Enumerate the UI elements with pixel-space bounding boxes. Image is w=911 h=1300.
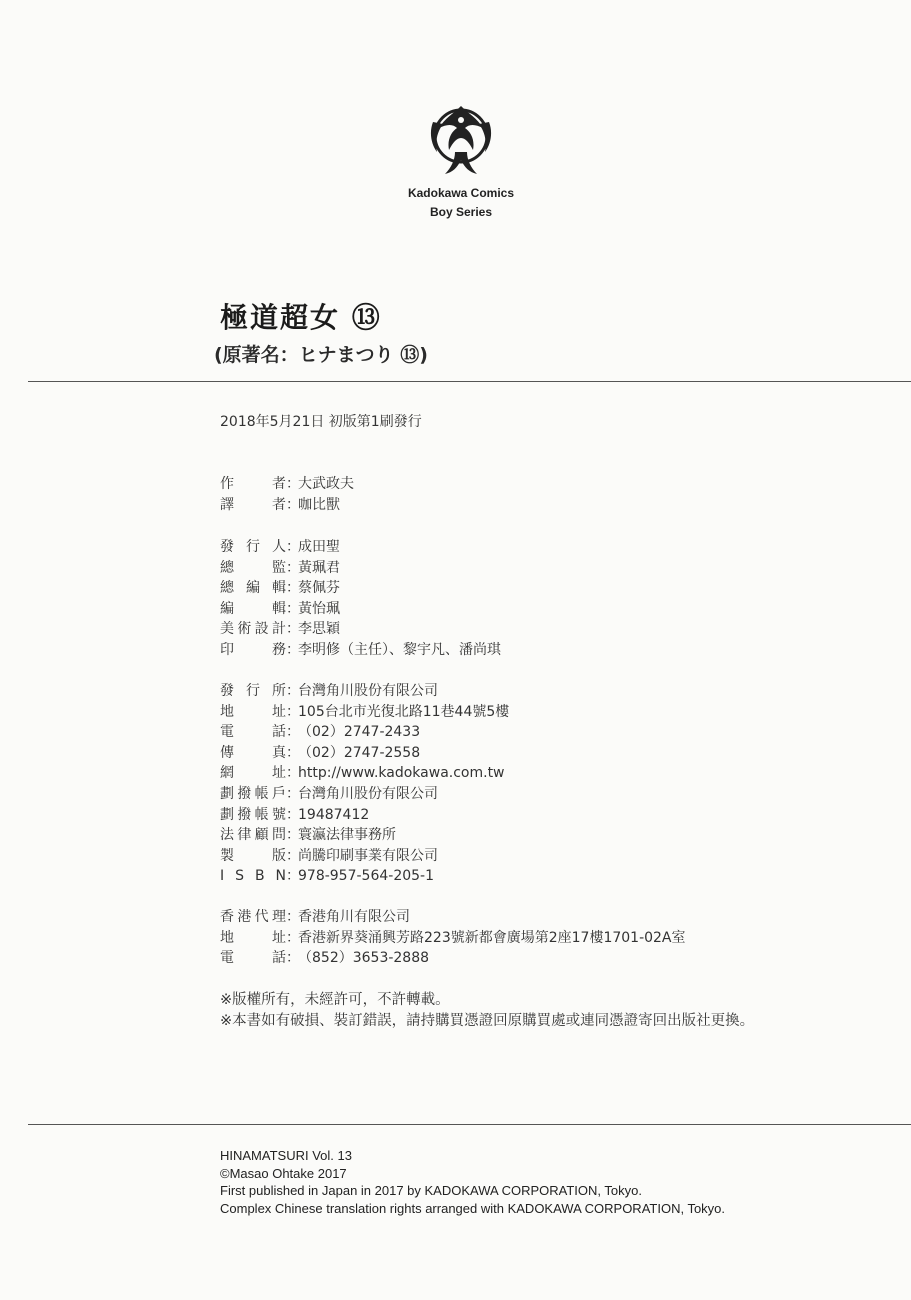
label-char: 編	[246, 580, 260, 597]
field-label	[220, 640, 286, 661]
label-char: N	[275, 868, 286, 885]
field-colon: ：	[286, 496, 300, 513]
info-row	[220, 846, 509, 867]
label-char: 律	[237, 827, 252, 844]
label-char: 真	[272, 744, 286, 761]
field-label	[220, 907, 286, 928]
info-row	[220, 474, 354, 495]
label-char: 號	[271, 806, 286, 823]
label-char: 美	[220, 621, 234, 638]
label-char: B	[254, 868, 265, 885]
info-row	[220, 640, 501, 661]
info-row	[220, 928, 686, 949]
label-char: 網	[220, 765, 234, 782]
label-char: 香	[220, 909, 234, 925]
hk-agent-block	[220, 907, 686, 969]
bottom-divider	[28, 1124, 911, 1125]
field-label	[220, 722, 286, 743]
field-value: （02）2747-2558	[298, 744, 421, 761]
publisher-block	[220, 681, 509, 887]
label-char: 術	[237, 621, 252, 638]
field-colon: ：	[286, 950, 300, 967]
field-value: 黃怡珮	[298, 600, 340, 617]
field-value: 19487412	[298, 806, 370, 823]
label-char: 發	[220, 683, 234, 699]
field-value: 香港角川有限公司	[298, 909, 410, 925]
label-char: 址	[272, 929, 286, 946]
field-colon: ：	[286, 909, 300, 925]
label-char: 帳	[254, 785, 269, 802]
label-char: 址	[272, 703, 286, 720]
label-char: S	[235, 868, 244, 885]
info-row	[220, 702, 509, 723]
info-row	[220, 825, 509, 846]
field-colon: ：	[286, 600, 300, 617]
info-row	[220, 578, 501, 599]
english-line: ©Masao Ohtake 2017	[220, 1165, 347, 1181]
field-label	[220, 948, 286, 969]
label-char: 作	[220, 476, 234, 492]
label-char: I	[220, 868, 225, 885]
english-line: First published in Japan in 2017 by KADOKAWA CORPORATION, Tokyo.	[220, 1183, 642, 1198]
field-colon: ：	[286, 476, 300, 492]
field-colon: ：	[286, 683, 300, 699]
label-char: 劃	[220, 806, 234, 823]
field-label	[220, 558, 286, 579]
info-row	[220, 681, 509, 702]
label-char: 帳	[254, 806, 269, 823]
field-value: 成田聖	[298, 539, 340, 555]
label-char: 發	[220, 539, 234, 555]
english-line: Complex Chinese translation rights arranged with KADOKAWA CORPORATION, Tokyo.	[220, 1200, 726, 1216]
notices	[220, 990, 754, 1032]
field-label	[220, 805, 286, 826]
label-char: 者	[272, 496, 286, 513]
field-value: 105台北市光復北路11巷44號5樓	[298, 703, 510, 720]
label-char: 務	[272, 641, 286, 658]
field-label	[220, 599, 286, 620]
info-row	[220, 784, 509, 805]
credits-block	[220, 474, 354, 515]
field-label	[220, 825, 286, 846]
logo-text-line1: Kadokawa Comics	[407, 186, 515, 200]
info-row	[220, 763, 509, 784]
label-char: 話	[272, 724, 286, 741]
field-label	[220, 681, 286, 702]
field-colon: ：	[286, 868, 300, 885]
field-value: 寰瀛法律事務所	[298, 827, 396, 844]
field-colon: ：	[286, 785, 300, 802]
label-char: 話	[272, 950, 286, 967]
field-colon: ：	[286, 929, 300, 946]
field-label	[220, 474, 286, 495]
english-line: HINAMATSURI Vol. 13	[220, 1148, 352, 1163]
field-colon: ：	[286, 703, 300, 720]
label-char: 代	[254, 909, 269, 925]
staff-block	[220, 537, 501, 661]
field-value: 蔡佩芬	[298, 580, 340, 597]
info-row	[220, 866, 509, 887]
field-value: （02）2747-2433	[298, 724, 421, 741]
label-char: 總	[220, 580, 234, 597]
info-row	[220, 948, 686, 969]
field-colon: ：	[286, 765, 300, 782]
info-row	[220, 722, 509, 743]
field-value: 台灣角川股份有限公司	[298, 683, 438, 699]
field-label	[220, 743, 286, 764]
info-row	[220, 805, 509, 826]
label-char: 輯	[272, 580, 286, 597]
label-char: 地	[220, 929, 234, 946]
field-colon: ：	[286, 621, 300, 638]
label-char: 法	[220, 827, 234, 844]
field-value: 香港新界葵涌興芳路223號新都會廣場第2座17樓1701-02A室	[298, 929, 686, 946]
english-copyright	[220, 1147, 725, 1217]
phoenix-crest-icon	[425, 98, 497, 182]
top-divider	[28, 381, 911, 382]
label-char: 製	[220, 847, 234, 864]
field-value: 李思穎	[298, 621, 340, 638]
book-original-title: (原著名：ヒナまつり ⑬)	[214, 344, 428, 366]
label-char: 址	[272, 765, 286, 782]
field-colon: ：	[286, 806, 300, 823]
field-colon: ：	[286, 744, 300, 761]
field-label	[220, 537, 286, 558]
label-char: 總	[220, 559, 234, 576]
info-row	[220, 619, 501, 640]
label-char: 劃	[220, 785, 234, 802]
label-char: 理	[271, 909, 286, 925]
field-value: 978-957-564-205-1	[298, 868, 435, 885]
field-colon: ：	[286, 724, 300, 741]
field-label	[220, 846, 286, 867]
field-label	[220, 784, 286, 805]
field-label	[220, 702, 286, 723]
label-char: 港	[237, 909, 252, 925]
field-value: （852）3653-2888	[298, 950, 430, 967]
field-colon: ：	[286, 580, 300, 597]
label-char: 行	[246, 539, 260, 555]
field-value: 台灣角川股份有限公司	[298, 785, 438, 802]
label-char: 計	[271, 621, 286, 638]
label-char: 顧	[254, 827, 269, 844]
info-row	[220, 907, 686, 928]
notice-line: ※本書如有破損、裝訂錯誤，請持購買憑證回原購買處或連同憑證寄回出版社更換。	[220, 1013, 755, 1029]
field-colon: ：	[286, 539, 300, 555]
info-row	[220, 495, 354, 516]
label-char: 版	[272, 847, 286, 864]
label-char: 者	[272, 476, 286, 492]
info-row	[220, 537, 501, 558]
field-value: http://www.kadokawa.com.tw	[298, 765, 505, 782]
info-row	[220, 599, 501, 620]
field-label	[220, 763, 286, 784]
label-char: 問	[271, 827, 286, 844]
info-row	[220, 743, 509, 764]
field-value: 黃珮君	[298, 559, 340, 576]
label-char: 傳	[220, 744, 234, 761]
notice-line: ※版權所有，未經許可，不許轉載。	[220, 992, 450, 1008]
label-char: 監	[272, 559, 286, 576]
edition-date: 2018年5月21日 初版第1刷發行	[220, 414, 422, 430]
label-char: 所	[272, 683, 286, 699]
label-char: 地	[220, 703, 234, 720]
label-char: 輯	[272, 600, 286, 617]
field-colon: ：	[286, 847, 300, 864]
label-char: 撥	[237, 785, 252, 802]
label-char: 譯	[220, 496, 234, 513]
field-label	[220, 578, 286, 599]
logo-text-line2: Boy Series	[429, 205, 493, 219]
field-value: 大武政夫	[298, 476, 354, 492]
label-char: 設	[254, 621, 269, 638]
label-char: 電	[220, 724, 234, 741]
info-row	[220, 558, 501, 579]
label-char: 編	[220, 600, 234, 617]
label-char: 人	[272, 539, 286, 555]
field-value: 咖比獸	[298, 496, 340, 513]
field-label	[220, 866, 286, 887]
field-value: 李明修（主任）、黎宇凡、潘尚琪	[298, 641, 501, 658]
field-label	[220, 495, 286, 516]
field-value: 尚騰印刷事業有限公司	[298, 847, 438, 864]
label-char: 印	[220, 641, 234, 658]
field-colon: ：	[286, 827, 300, 844]
label-char: 電	[220, 950, 234, 967]
field-label	[220, 619, 286, 640]
label-char: 撥	[237, 806, 252, 823]
field-label	[220, 928, 286, 949]
book-title: 極道超女 ⑬	[220, 301, 382, 334]
label-char: 戶	[271, 785, 286, 802]
publisher-logo	[405, 98, 517, 220]
label-char: 行	[246, 683, 260, 699]
field-colon: ：	[286, 641, 300, 658]
field-colon: ：	[286, 559, 300, 576]
